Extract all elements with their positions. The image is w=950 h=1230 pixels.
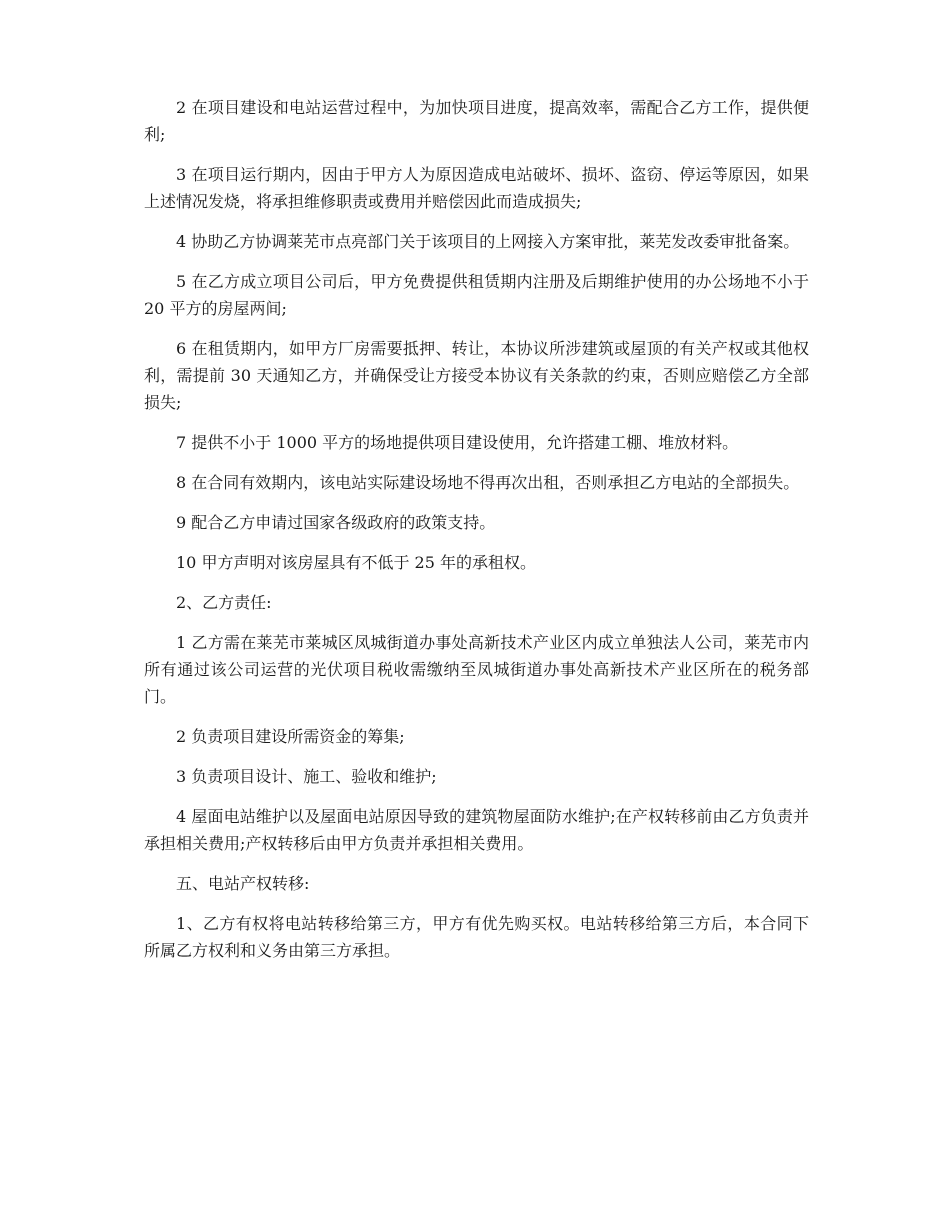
paragraph-1: 2 在项目建设和电站运营过程中，为加快项目进度，提高效率，需配合乙方工作，提供便利;: [144, 98, 809, 144]
paragraph-2: 3 在项目运行期内，因由于甲方人为原因造成电站破坏、损坏、盗窃、停运等原因，如果上述情况发烧，将承担维修职责或费用并赔偿因此而造成损失;: [144, 165, 809, 211]
paragraph-3: 4 协助乙方协调莱芜市点亮部门关于该项目的上网接入方案审批，莱芜发改委审批备案。: [176, 232, 800, 251]
paragraph-12: 2 负责项目建设所需资金的筹集;: [176, 727, 405, 746]
paragraph-16: 1、乙方有权将电站转移给第三方，甲方有优先购买权。电站转移给第三方后，本合同下所属乙方权利和义务由第三方承担。: [144, 914, 809, 960]
paragraph-7: 8 在合同有效期内，该电站实际建设场地不得再次出租，否则承担乙方电站的全部损失。: [176, 473, 800, 492]
paragraph-9: 10 甲方声明对该房屋具有不低于 25 年的承租权。: [176, 553, 536, 572]
document-body: [144, 94, 809, 977]
section-heading-party-b-responsibility: 2、乙方责任:: [176, 593, 272, 612]
paragraph-8: 9 配合乙方申请过国家各级政府的政策支持。: [176, 513, 496, 532]
paragraph-5: 6 在租赁期内，如甲方厂房需要抵押、转让，本协议所涉建筑或屋顶的有关产权或其他权利，需提前 30 天通知乙方，并确保受让方接受本协议有关条款的约束，否则应赔偿乙方全部损失;: [144, 339, 809, 412]
paragraph-14: 4 屋面电站维护以及屋面电站原因导致的建筑物屋面防水维护;在产权转移前由乙方负责并承担相关费用;产权转移后由甲方负责并承担相关费用。: [144, 807, 809, 853]
paragraph-11: 1 乙方需在莱芜市莱城区凤城街道办事处高新技术产业区内成立单独法人公司，莱芜市内所有通过该公司运营的光伏项目税收需缴纳至凤城街道办事处高新技术产业区所在的税务部门。: [144, 633, 809, 706]
paragraph-4: 5 在乙方成立项目公司后，甲方免费提供租赁期内注册及后期维护使用的办公场地不小于 20 平方的房屋两间;: [144, 272, 809, 318]
paragraph-13: 3 负责项目设计、施工、验收和维护;: [176, 767, 437, 786]
paragraph-6: 7 提供不小于 1000 平方的场地提供项目建设使用，允许搭建工棚、堆放材料。: [176, 433, 739, 452]
section-heading-property-transfer: 五、电站产权转移:: [176, 874, 310, 893]
